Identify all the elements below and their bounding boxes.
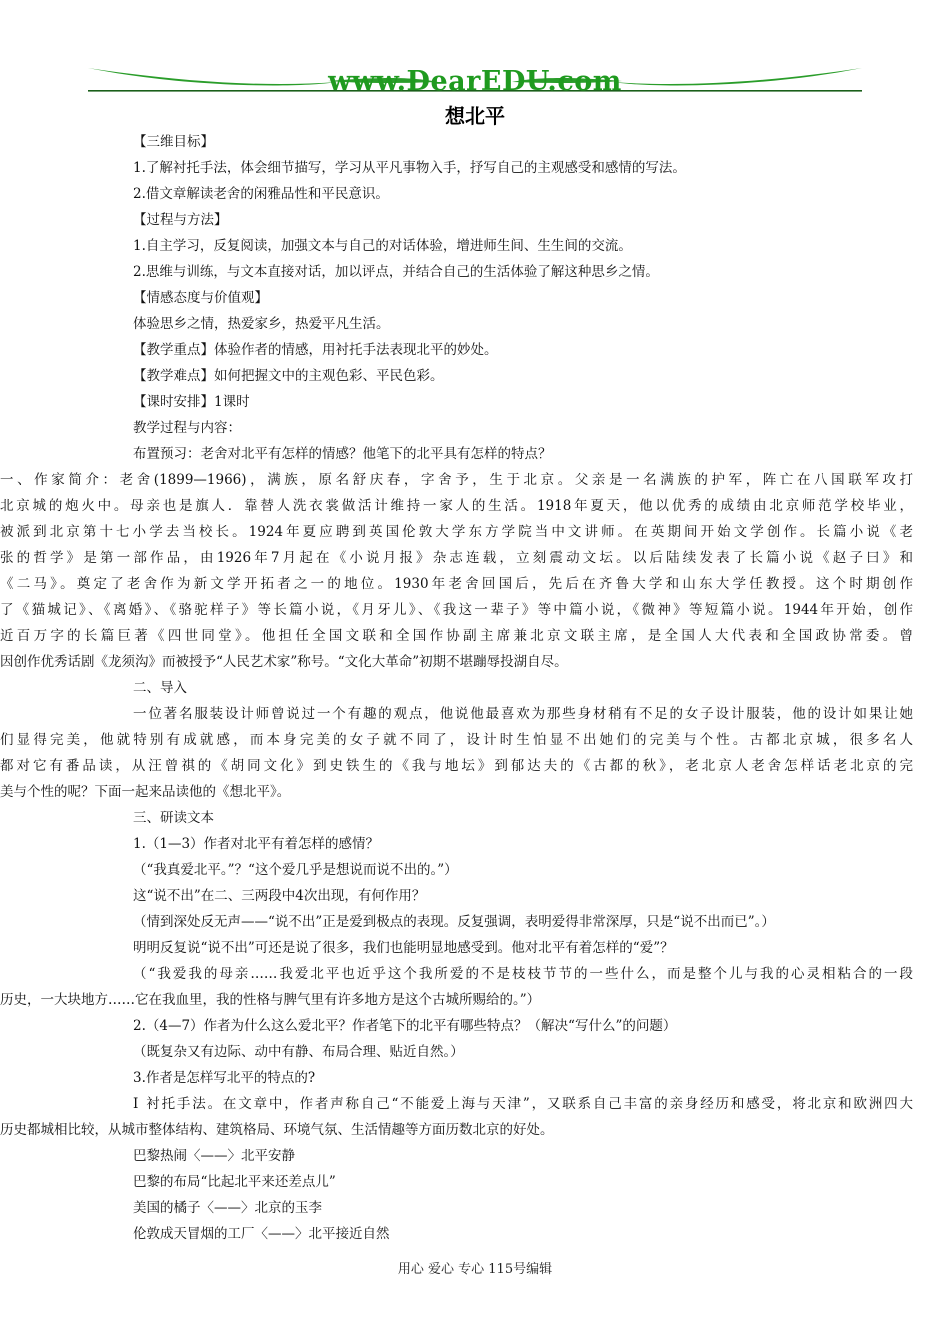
text-line: Ⅰ 衬托手法。在文章中，作者声称自己“不能爱上海与天津”，又联系自己丰富的亲身经历和感受，将北京和欧洲四大 xyxy=(133,1096,913,1112)
page-title: 想北平 xyxy=(445,104,505,128)
text-line: 1.自主学习，反复阅读，加强文本与自己的对话体验，增进师生间、生生间的交流。 xyxy=(133,238,632,254)
site-url[interactable]: www.DearEDU.com xyxy=(328,66,622,97)
text-line: 体验思乡之情，热爱家乡，热爱平凡生活。 xyxy=(133,316,390,332)
text-line: 1.（1—3）作者对北平有着怎样的感情？ xyxy=(133,836,380,852)
text-line: 2.思维与训练，与文本直接对话，加以评点，并结合自己的生活体验了解这种思乡之情。 xyxy=(133,264,659,280)
text-line: 都对它有番品读，从汪曾祺的《胡同文化》到史铁生的《我与地坛》到郁达夫的《古都的秋》，老北京人老舍怎样话老北京的完 xyxy=(0,758,913,774)
heading-intro: 二、导入 xyxy=(133,680,187,696)
text-line: 《二马》。奠定了老舍作为新文学开拓者之一的地位。1930年老舍回国后，先后在齐鲁大学和山东大学任教授。这个时期创作 xyxy=(0,576,913,592)
text-line: （“我真爱北平。”？“这个爱几乎是想说而说不出的。”） xyxy=(133,862,458,878)
text-line: 历史，一大块地方……它在我血里，我的性格与脾气里有许多地方是这个古城所赐给的。”） xyxy=(0,992,541,1008)
text-line: 历史都城相比较，从城市整体结构、建筑格局、环境气氛、生活情趣等方面历数北京的好处。 xyxy=(0,1122,554,1138)
document-body xyxy=(0,129,913,1247)
text-line: 巴黎热闹〈——〉北平安静 xyxy=(133,1148,295,1164)
text-line: 明明反复说“说不出”可还是说了很多，我们也能明显地感受到。他对北平有着怎样的“爱”？ xyxy=(133,940,674,956)
text-line: 2.（4—7）作者为什么这么爱北平？作者笔下的北平有哪些特点？（解决“写什么”的问题） xyxy=(133,1018,677,1034)
text-line: （“我爱我的母亲……我爱北平也近乎这个我所爱的不是枝枝节节的一些什么，而是整个儿与我的心灵相粘合的一段 xyxy=(133,966,913,982)
heading-process: 【过程与方法】 xyxy=(133,212,228,228)
text-line: 张的哲学》是第一部作品，由1926年7月起在《小说月报》杂志连载，立刻震动文坛。以后陆续发表了长篇小说《赵子曰》和 xyxy=(0,550,913,566)
text-line: 2.借文章解读老舍的闲雅品性和平民意识。 xyxy=(133,186,389,202)
text-line: 巴黎的布局“比起北平来还差点儿” xyxy=(133,1174,336,1190)
heading-values: 【情感态度与价值观】 xyxy=(133,290,268,306)
heading-goals: 【三维目标】 xyxy=(133,134,214,150)
text-line: 因创作优秀话剧《龙须沟》而被授予“人民艺术家”称号。“文化大革命”初期不堪蹦辱投湖自尽。 xyxy=(0,654,568,670)
text-line: 美与个性的呢？下面一起来品读他的《想北平》。 xyxy=(0,784,291,800)
text-line: 伦敦成天冒烟的工厂〈——〉北平接近自然 xyxy=(133,1226,390,1242)
text-line: 【课时安排】1课时 xyxy=(133,394,250,410)
text-line: 了《猫城记》、《离婚》、《骆驼样子》等长篇小说，《月牙儿》、《我这一辈子》等中篇小说，《微神》等短篇小说。1944年开始，创作 xyxy=(0,602,913,618)
text-line: 【教学难点】如何把握文中的主观色彩、平民色彩。 xyxy=(133,368,444,384)
text-line: 布置预习：老舍对北平有怎样的情感？他笔下的北平具有怎样的特点？ xyxy=(133,446,552,462)
text-line: 3.作者是怎样写北平的特点的? xyxy=(133,1070,316,1086)
text-line: 1.了解衬托手法，体会细节描写，学习从平凡事物入手，抒写自己的主观感受和感情的写法。 xyxy=(133,160,686,176)
heading-reading: 三、研读文本 xyxy=(133,810,214,826)
text-line: 们显得完美，他就特别有成就感，而本身完美的女子就不同了，设计时生怕显不出她们的完美与个性。古都北京城，很多名人 xyxy=(0,732,913,748)
page-footer: 用心 爱心 专心 115号编辑 xyxy=(397,1262,553,1277)
text-line: 美国的橘子〈——〉北京的玉李 xyxy=(133,1200,322,1216)
text-line: 一位著名服装设计师曾说过一个有趣的观点，他说他最喜欢为那些身材稍有不足的女子设计服装，他的设计如果让她 xyxy=(133,706,913,722)
text-line: （既复杂又有边际、动中有静、布局合理、贴近自然。） xyxy=(133,1044,464,1060)
text-line: 一、作家简介：老舍(1899—1966)，满族，原名舒庆春，字舍予，生于北京。父亲是一名满族的护军，阵亡在八国联军攻打 xyxy=(0,472,913,488)
site-banner xyxy=(88,62,862,102)
text-line: 【教学重点】体验作者的情感，用衬托手法表现北平的妙处。 xyxy=(133,342,498,358)
text-line: 被派到北京第十七小学去当校长。1924年夏应聘到英国伦敦大学东方学院当中文讲师。在英期间开始文学创作。长篇小说《老 xyxy=(0,524,913,540)
text-line: 教学过程与内容： xyxy=(133,420,241,436)
text-line: （情到深处反无声——“说不出”正是爱到极点的表现。反复强调，表明爱得非常深厚，只是“说不出而已”。） xyxy=(133,914,775,930)
text-line: 这“说不出”在二、三两段中4次出现，有何作用？ xyxy=(133,888,426,904)
text-line: 近百万字的长篇巨著《四世同堂》。他担任全国文联和全国作协副主席兼北京文联主席，是全国人大代表和全国政协常委。曾 xyxy=(0,628,913,644)
text-line: 北京城的炮火中。母亲也是旗人．靠替人洗衣裳做活计维持一家人的生活。1918年夏天，他以优秀的成绩由北京师范学校毕业， xyxy=(0,498,913,514)
